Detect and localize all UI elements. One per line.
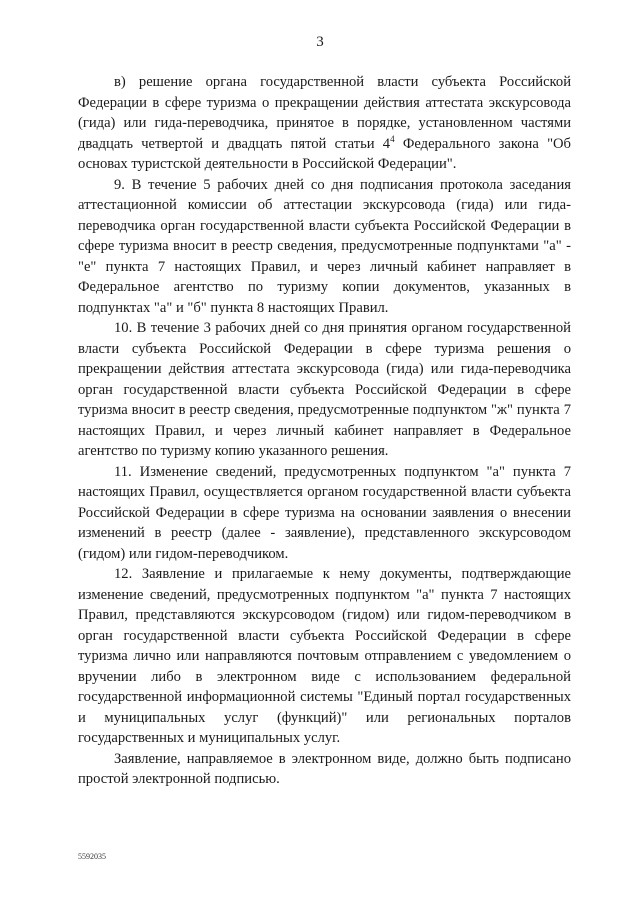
paragraph-text: в) решение органа государственной власти субъекта Российской Федерации в сфере туризма о прекращении действия аттестата экскурсовода (гида) или гида-переводчика, принятое в порядке, установленном частями двадцать четвертой и двадцать пятой статьи 4 — [78, 74, 571, 152]
paragraph-electronic-signature: Заявление, направляемое в электронном виде, должно быть подписано простой электронной подписью. — [78, 750, 571, 787]
paragraph-item-11: 11. Изменение сведений, предусмотренных подпунктом "а" пункта 7 настоящих Правил, осуществляется органом государственной власти субъекта Российской Федерации в сфере туризма на основании заявления о внесении изменений в реестр (далее - заявление), представленного экскурсоводом (гидом) или гидом-переводчиком. — [78, 463, 571, 562]
document-body — [78, 72, 571, 790]
paragraph-item-12: 12. Заявление и прилагаемые к нему документы, подтверждающие изменение сведений, предусмотренных подпунктом "а" пункта 7 настоящих Правил, представляются экскурсоводом (гидом) или гидом-переводчиком в орган государственной власти субъекта Российской Федерации в сфере туризма лично или направляются почтовым отправлением с уведомлением о вручении либо в электронном виде с использованием федеральной государственной информационной системы "Единый портал государственных и муниципальных услуг (функций)" или региональных порталов государственных и муниципальных услуг. — [78, 566, 571, 746]
document-code: 5592035 — [78, 852, 106, 861]
paragraph-text-tail: Федерального закона "Об основах туристской деятельности в Российской Федерации". — [78, 135, 571, 172]
paragraph-subpoint-v — [78, 72, 571, 175]
paragraph-item-10: 10. В течение 3 рабочих дней со дня принятия органом государственной власти субъекта Российской Федерации в сфере туризма решения о прекращении действия аттестата экскурсовода (гида) или гида-переводчика орган государственной власти субъекта Российской Федерации в сфере туризма вносит в реестр сведения, предусмотренные подпунктом "ж" пункта 7 настоящих Правил, и через личный кабинет направляет в Федеральное агентство по туризму копию указанного решения. — [78, 320, 571, 459]
paragraph-item-9: 9. В течение 5 рабочих дней со дня подписания протокола заседания аттестационной комиссии об аттестации экскурсовода (гида) или гида-переводчика орган государственной власти субъекта Российской Федерации в сфере туризма вносит в реестр сведения, предусмотренные подпунктами "а" - "е" пункта 7 настоящих Правил, и через личный кабинет направляет в Федеральное агентство по туризму копии документов, указанных в подпунктах "а" и "б" пункта 8 настоящих Правил. — [78, 176, 571, 316]
page-number: 3 — [316, 34, 324, 50]
footnote-superscript: 4 — [390, 133, 395, 144]
